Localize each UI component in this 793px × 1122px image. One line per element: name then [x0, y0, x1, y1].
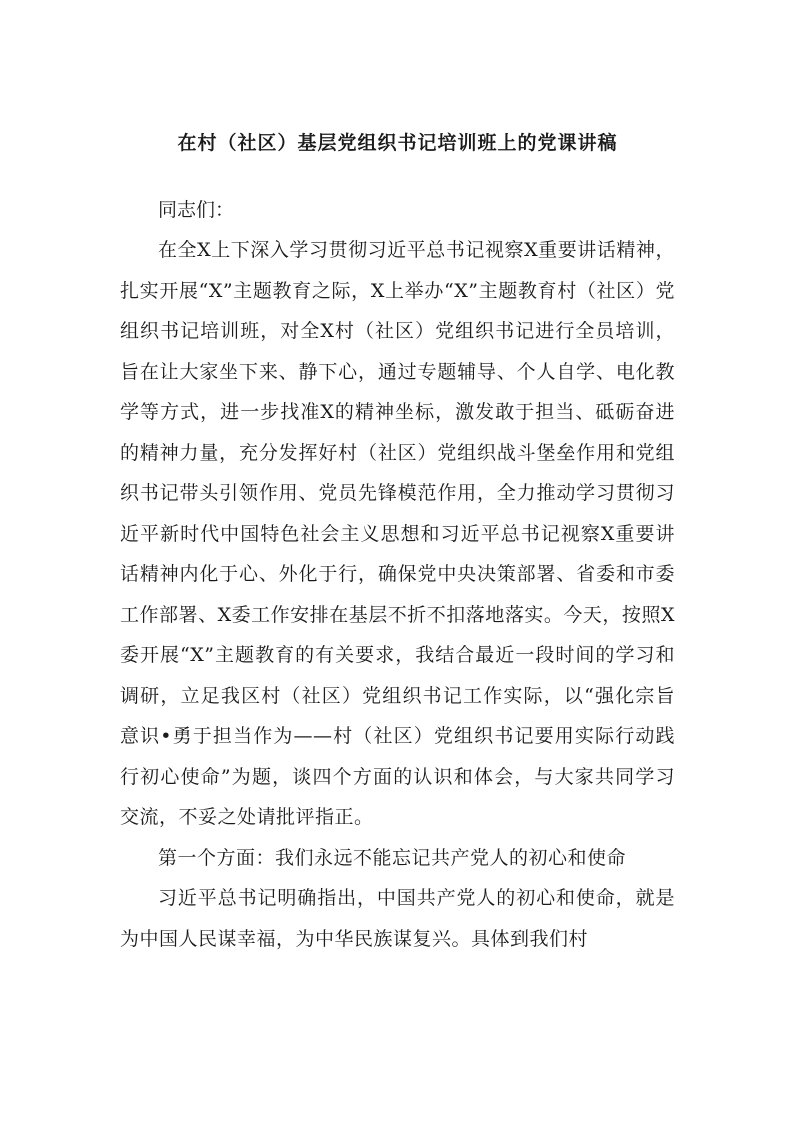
document-title: 在村（社区）基层党组织书记培训班上的党课讲稿 [177, 132, 618, 154]
section-paragraph: 习近平总书记明确指出，中国共产党人的初心和使命，就是为中国人民谋幸福，为中华民族谋复兴。具体到我们村 [120, 887, 675, 950]
intro-paragraph: 在全X上下深入学习贯彻习近平总书记视察X重要讲话精神，扎实开展“X”主题教育之际，X上举办“X”主题教育村（社区）党组织书记培训班，对全X村（社区）党组织书记进行全员培训，旨在让大家坐下来、静下心，通过专题辅导、个人自学、电化教学等方式，进一步找准X的精神坐标，激发敢于担当、砥砺奋进的精神力量，充分发挥好村（社区）党组织战斗堡垒作用和党组织书记带头引领作用、党员先锋模范作用，全力推动学习贯彻习近平新时代中国特色社会主义思想和习近平总书记视察X重要讲话精神内化于心、外化于行，确保党中央决策部署、省委和市委工作部署、X委工作安排在基层不折不扣落地落实。今天，按照X委开展“X”主题教育的有关要求，我结合最近一段时间的学习和调研，立足我区村（社区）党组织书记工作实际，以“强化宗旨意识•勇于担当作为——村（社区）党组织书记要用实际行动践行初心使命”为题，谈四个方面的认识和体会，与大家共同学习交流，不妥之处请批评指正。 [120, 239, 675, 828]
section-heading: 第一个方面：我们永远不能忘记共产党人的初心和使命 [158, 846, 627, 869]
salutation: 同志们： [158, 199, 235, 221]
